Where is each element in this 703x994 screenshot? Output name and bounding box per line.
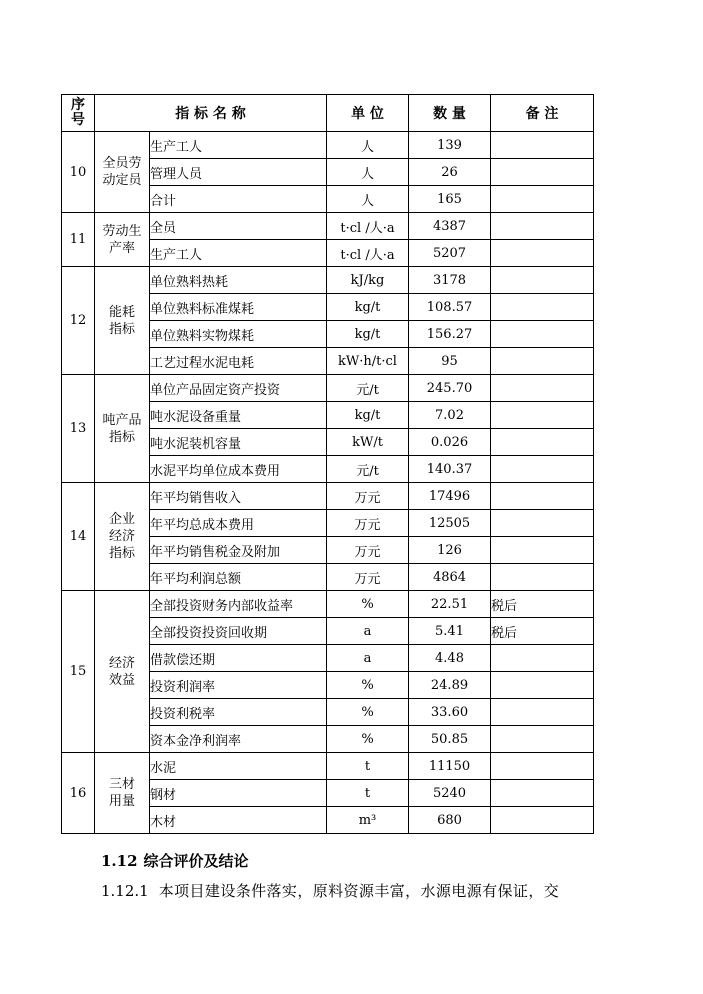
note-cell [491, 375, 594, 402]
note-cell [491, 672, 594, 699]
unit-cell: 万元 [327, 510, 409, 537]
group-category [95, 591, 150, 753]
quantity-cell: 5.41 [409, 618, 491, 645]
group-category-label: 劳动生产率 [102, 223, 142, 256]
group-category [95, 753, 150, 834]
header-note: 备 注 [491, 95, 594, 132]
note-cell [491, 321, 594, 348]
indicator-name: 工艺过程水泥电耗 [150, 348, 327, 375]
unit-cell: % [327, 699, 409, 726]
quantity-cell: 12505 [409, 510, 491, 537]
note-cell [491, 483, 594, 510]
indicator-name: 全部投资财务内部收益率 [150, 591, 327, 618]
unit-cell: a [327, 618, 409, 645]
unit-cell: 人 [327, 132, 409, 159]
unit-cell: kW/t [327, 429, 409, 456]
indicator-name: 年平均利润总额 [150, 564, 327, 591]
quantity-cell: 140.37 [409, 456, 491, 483]
table-row [62, 591, 594, 618]
group-number: 16 [62, 753, 95, 834]
section-heading [101, 850, 249, 871]
unit-cell: 人 [327, 186, 409, 213]
unit-cell: kW·h/t·cl [327, 348, 409, 375]
quantity-cell: 4864 [409, 564, 491, 591]
group-number: 15 [62, 591, 95, 753]
table-header-row [62, 95, 594, 132]
indicator-name: 生产工人 [150, 132, 327, 159]
quantity-cell: 95 [409, 348, 491, 375]
quantity-cell: 0.026 [409, 429, 491, 456]
header-seq: 序号 [62, 95, 95, 132]
note-cell [491, 402, 594, 429]
unit-cell: 万元 [327, 537, 409, 564]
unit-cell: 元/t [327, 456, 409, 483]
quantity-cell: 7.02 [409, 402, 491, 429]
quantity-cell: 108.57 [409, 294, 491, 321]
unit-cell: t [327, 780, 409, 807]
indicator-name: 管理人员 [150, 159, 327, 186]
note-cell [491, 510, 594, 537]
note-cell [491, 267, 594, 294]
quantity-cell: 50.85 [409, 726, 491, 753]
group-category [95, 213, 150, 267]
unit-cell: kJ/kg [327, 267, 409, 294]
group-category [95, 375, 150, 483]
unit-cell: t [327, 753, 409, 780]
group-category [95, 132, 150, 213]
indicator-name: 单位熟料标准煤耗 [150, 294, 327, 321]
group-category-label: 企业经济指标 [108, 512, 135, 561]
indicator-name: 单位熟料实物煤耗 [150, 321, 327, 348]
note-cell [491, 699, 594, 726]
indicator-name: 吨水泥设备重量 [150, 402, 327, 429]
paragraph-number: 1.12.1 [101, 882, 149, 900]
indicator-name: 年平均销售税金及附加 [150, 537, 327, 564]
indicator-name: 年平均总成本费用 [150, 510, 327, 537]
note-cell [491, 780, 594, 807]
note-cell [491, 564, 594, 591]
note-cell [491, 348, 594, 375]
group-category [95, 267, 150, 375]
quantity-cell: 156.27 [409, 321, 491, 348]
group-category-label: 经济效益 [108, 655, 135, 688]
note-cell: 税后 [491, 591, 594, 618]
unit-cell: t·cl /人·a [327, 240, 409, 267]
indicator-name: 借款偿还期 [150, 645, 327, 672]
group-number: 12 [62, 267, 95, 375]
group-category [95, 483, 150, 591]
note-cell [491, 753, 594, 780]
indicator-name: 投资利润率 [150, 672, 327, 699]
section-title: 综合评价及结论 [143, 852, 249, 870]
unit-cell: 元/t [327, 375, 409, 402]
unit-cell: kg/t [327, 294, 409, 321]
note-cell [491, 240, 594, 267]
indicator-name: 资本金净利润率 [150, 726, 327, 753]
note-cell [491, 429, 594, 456]
quantity-cell: 17496 [409, 483, 491, 510]
note-cell [491, 537, 594, 564]
indicator-name: 投资利税率 [150, 699, 327, 726]
indicator-name: 钢材 [150, 780, 327, 807]
indicator-name: 木材 [150, 807, 327, 834]
quantity-cell: 139 [409, 132, 491, 159]
section-number: 1.12 [101, 852, 138, 870]
quantity-cell: 165 [409, 186, 491, 213]
indicator-name: 合计 [150, 186, 327, 213]
note-cell [491, 186, 594, 213]
note-cell [491, 213, 594, 240]
unit-cell: % [327, 726, 409, 753]
quantity-cell: 126 [409, 537, 491, 564]
paragraph-text: 本项目建设条件落实，原料资源丰富，水源电源有保证，交 [158, 882, 560, 900]
header-unit: 单 位 [327, 95, 409, 132]
table-row [62, 483, 594, 510]
table-row [62, 753, 594, 780]
note-cell [491, 294, 594, 321]
quantity-cell: 33.60 [409, 699, 491, 726]
quantity-cell: 24.89 [409, 672, 491, 699]
quantity-cell: 26 [409, 159, 491, 186]
indicator-name: 单位熟料热耗 [150, 267, 327, 294]
indicator-table [61, 94, 594, 834]
table-body [62, 132, 594, 834]
note-cell [491, 456, 594, 483]
table-row [62, 132, 594, 159]
unit-cell: t·cl /人·a [327, 213, 409, 240]
unit-cell: a [327, 645, 409, 672]
note-cell [491, 645, 594, 672]
unit-cell: 万元 [327, 564, 409, 591]
header-qty: 数 量 [409, 95, 491, 132]
note-cell: 税后 [491, 618, 594, 645]
indicator-name: 水泥平均单位成本费用 [150, 456, 327, 483]
group-category-label: 三材用量 [108, 777, 135, 809]
indicator-name: 全员 [150, 213, 327, 240]
header-name: 指 标 名 称 [95, 95, 327, 132]
table-row [62, 213, 594, 240]
quantity-cell: 3178 [409, 267, 491, 294]
unit-cell: m³ [327, 807, 409, 834]
quantity-cell: 245.70 [409, 375, 491, 402]
note-cell [491, 159, 594, 186]
indicator-name: 生产工人 [150, 240, 327, 267]
table-row [62, 375, 594, 402]
quantity-cell: 22.51 [409, 591, 491, 618]
group-category-label: 能耗指标 [108, 304, 135, 337]
unit-cell: 万元 [327, 483, 409, 510]
indicator-name: 单位产品固定资产投资 [150, 375, 327, 402]
quantity-cell: 4387 [409, 213, 491, 240]
quantity-cell: 4.48 [409, 645, 491, 672]
unit-cell: % [327, 591, 409, 618]
indicator-name: 水泥 [150, 753, 327, 780]
indicator-name: 全部投资投资回收期 [150, 618, 327, 645]
group-number: 14 [62, 483, 95, 591]
indicator-name: 年平均销售收入 [150, 483, 327, 510]
group-number: 13 [62, 375, 95, 483]
group-number: 10 [62, 132, 95, 213]
quantity-cell: 680 [409, 807, 491, 834]
note-cell [491, 132, 594, 159]
note-cell [491, 726, 594, 753]
note-cell [491, 807, 594, 834]
quantity-cell: 11150 [409, 753, 491, 780]
group-category-label: 吨产品指标 [102, 412, 142, 445]
unit-cell: 人 [327, 159, 409, 186]
quantity-cell: 5207 [409, 240, 491, 267]
paragraph [101, 880, 559, 901]
unit-cell: % [327, 672, 409, 699]
unit-cell: kg/t [327, 402, 409, 429]
quantity-cell: 5240 [409, 780, 491, 807]
indicator-name: 吨水泥装机容量 [150, 429, 327, 456]
group-number: 11 [62, 213, 95, 267]
unit-cell: kg/t [327, 321, 409, 348]
group-category-label: 全员劳动定员 [102, 156, 142, 188]
table-row [62, 267, 594, 294]
